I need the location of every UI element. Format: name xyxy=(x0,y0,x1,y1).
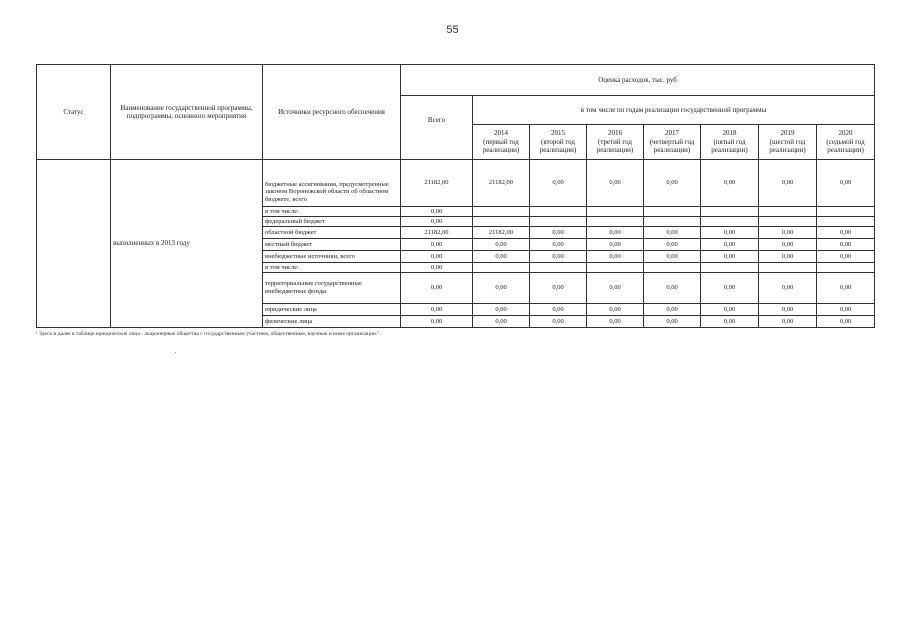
value-cell: 0,00 xyxy=(817,239,875,251)
value-cell: 0,00 xyxy=(701,239,759,251)
budget-table xyxy=(36,64,875,328)
value-cell: 0,00 xyxy=(817,251,875,263)
total-cell: 0,00 xyxy=(401,251,473,263)
value-cell: 0,00 xyxy=(759,227,817,239)
source-cell: федеральный бюджет xyxy=(263,217,401,227)
total-cell: 0,00 xyxy=(401,273,473,304)
total-cell: 21182,00 xyxy=(401,227,473,239)
header-year-2020: 2020 (седьмой год реализации) xyxy=(817,125,875,160)
value-cell: 0,00 xyxy=(701,160,759,207)
value-cell: 21182,00 xyxy=(473,160,530,207)
value-cell: 0,00 xyxy=(759,304,817,316)
header-year-2014: 2014 (первый год реализации) xyxy=(473,125,530,160)
value-cell: 0,00 xyxy=(473,316,530,328)
value-cell: 0,00 xyxy=(817,304,875,316)
status-cell xyxy=(37,160,111,328)
value-cell: 0,00 xyxy=(644,316,701,328)
value-cell xyxy=(701,217,759,227)
value-cell xyxy=(701,263,759,273)
value-cell xyxy=(759,263,817,273)
value-cell: 0,00 xyxy=(644,227,701,239)
value-cell: 0,00 xyxy=(587,239,644,251)
value-cell: 0,00 xyxy=(701,251,759,263)
value-cell xyxy=(759,207,817,217)
header-year-2015: 2015 (второй год реализации) xyxy=(530,125,587,160)
total-cell: 0,00 xyxy=(401,316,473,328)
value-cell xyxy=(473,207,530,217)
value-cell xyxy=(644,217,701,227)
value-cell: 0,00 xyxy=(644,304,701,316)
value-cell: 0,00 xyxy=(701,273,759,304)
value-cell: 0,00 xyxy=(587,227,644,239)
name-cell: выполненных в 2013 году xyxy=(111,160,263,328)
source-cell: территориальные государственные внебюджетные фонды xyxy=(263,273,401,304)
header-year-2019: 2019 (шестой год реализации) xyxy=(759,125,817,160)
value-cell: 0,00 xyxy=(644,160,701,207)
total-cell: 0,00 xyxy=(401,263,473,273)
value-cell: 0,00 xyxy=(530,316,587,328)
value-cell: 21182,00 xyxy=(473,227,530,239)
value-cell: 0,00 xyxy=(701,316,759,328)
value-cell: 0,00 xyxy=(759,251,817,263)
value-cell: 0,00 xyxy=(817,273,875,304)
value-cell xyxy=(473,263,530,273)
value-cell: 0,00 xyxy=(473,251,530,263)
table-row xyxy=(37,160,875,207)
source-cell: бюджетные ассигнования, предусмотренные законом Воронежской области об областном бюджете, всего xyxy=(263,160,401,207)
header-year-2018: 2018 (пятый год реализации) xyxy=(701,125,759,160)
source-cell: внебюджетные источники, всего xyxy=(263,251,401,263)
value-cell xyxy=(817,263,875,273)
value-cell: 0,00 xyxy=(530,239,587,251)
total-cell: 21182,00 xyxy=(401,160,473,207)
total-cell: 0,00 xyxy=(401,217,473,227)
value-cell: 0,00 xyxy=(701,227,759,239)
value-cell xyxy=(587,207,644,217)
value-cell: 0,00 xyxy=(473,304,530,316)
header-year-2017: 2017 (четвертый год реализации) xyxy=(644,125,701,160)
value-cell: 0,00 xyxy=(587,273,644,304)
page-number: 55 xyxy=(446,24,459,36)
value-cell xyxy=(759,217,817,227)
header-by-years: в том числе по годам реализации государственной программы xyxy=(473,96,875,125)
value-cell: 0,00 xyxy=(530,227,587,239)
source-cell: местный бюджет xyxy=(263,239,401,251)
value-cell: 0,00 xyxy=(530,251,587,263)
value-cell xyxy=(644,263,701,273)
value-cell: 0,00 xyxy=(644,273,701,304)
value-cell: 0,00 xyxy=(530,273,587,304)
value-cell: 0,00 xyxy=(587,160,644,207)
header-status: Статус xyxy=(37,65,111,160)
value-cell xyxy=(530,217,587,227)
value-cell: 0,00 xyxy=(759,160,817,207)
source-cell: в том числе: xyxy=(263,207,401,217)
value-cell xyxy=(587,217,644,227)
header-estimate: Оценка расходов, тыс. руб xyxy=(401,65,875,96)
value-cell: 0,00 xyxy=(644,239,701,251)
value-cell: 0,00 xyxy=(587,316,644,328)
value-cell: 0,00 xyxy=(759,316,817,328)
total-cell: 0,00 xyxy=(401,304,473,316)
value-cell xyxy=(701,207,759,217)
source-cell: юридические лица xyxy=(263,304,401,316)
source-cell: физические лица xyxy=(263,316,401,328)
value-cell: 0,00 xyxy=(759,239,817,251)
header-name: Наименование государственной программы, подпрограммы, основного мероприятия xyxy=(111,65,263,160)
total-cell: 0,00 xyxy=(401,239,473,251)
value-cell: 0,00 xyxy=(587,304,644,316)
value-cell: 0,00 xyxy=(530,304,587,316)
footnote: ¹ Здесь и далее в таблице юридические лица - акционерные общества с государственным участием, общественные, научные и иные организации.". xyxy=(36,331,381,337)
source-cell: в том числе: xyxy=(263,263,401,273)
value-cell: 0,00 xyxy=(817,316,875,328)
value-cell xyxy=(587,263,644,273)
scan-speck xyxy=(175,352,176,353)
value-cell xyxy=(817,217,875,227)
value-cell xyxy=(530,207,587,217)
value-cell xyxy=(473,217,530,227)
value-cell: 0,00 xyxy=(759,273,817,304)
value-cell: 0,00 xyxy=(817,160,875,207)
total-cell: 0,00 xyxy=(401,207,473,217)
value-cell: 0,00 xyxy=(530,160,587,207)
source-cell: областной бюджет xyxy=(263,227,401,239)
value-cell xyxy=(644,207,701,217)
value-cell: 0,00 xyxy=(473,239,530,251)
header-year-2016: 2016 (третий год реализации) xyxy=(587,125,644,160)
value-cell: 0,00 xyxy=(701,304,759,316)
value-cell: 0,00 xyxy=(473,273,530,304)
value-cell xyxy=(817,207,875,217)
value-cell: 0,00 xyxy=(817,227,875,239)
header-total: Всего xyxy=(401,96,473,160)
header-source: Источники ресурсного обеспечения xyxy=(263,65,401,160)
value-cell: 0,00 xyxy=(587,251,644,263)
value-cell: 0,00 xyxy=(644,251,701,263)
value-cell xyxy=(530,263,587,273)
